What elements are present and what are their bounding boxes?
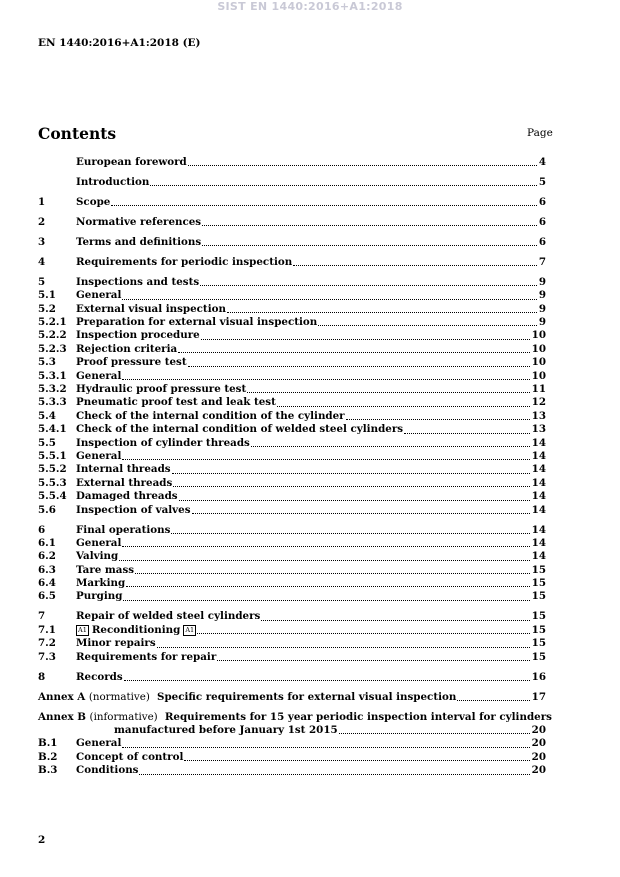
toc-entry-title-text: Minor repairs [76,637,156,650]
toc-entry[interactable] [38,383,546,396]
toc-entry-title [76,396,276,409]
toc-entry-page: 10 [531,342,546,355]
toc-entry-title [76,577,125,590]
toc-entry-title-text: Introduction [76,175,150,188]
toc-entry-title [76,176,149,189]
toc-entry-page: 14 [531,503,546,516]
toc-entry[interactable] [38,477,546,490]
toc-entry-title-text: General [76,449,122,462]
toc-entry[interactable] [38,316,546,329]
toc-entry[interactable] [38,490,546,503]
toc-entry-number: 5.5.3 [38,476,67,489]
toc-entry[interactable] [38,737,546,750]
toc-entry-title [76,550,118,563]
toc-entry-title [76,637,156,650]
toc-entry-page: 9 [538,302,546,315]
toc-entry-title-text: Requirements for periodic inspection [76,255,293,268]
toc-entry-title-text: Reconditioning [91,623,181,636]
toc-entry[interactable] [38,329,546,342]
toc-entry-title [76,537,121,550]
toc-entry-title-text: Records [76,670,123,683]
toc-entry[interactable] [38,550,546,563]
toc-entry-page: 4 [538,155,546,168]
toc-entry-title [76,463,171,476]
toc-entry-title [76,671,123,684]
dot-leader [123,600,529,601]
toc-entry-title-text: European foreword [76,155,187,168]
toc-entry-title [76,590,122,603]
toc-entry-title [76,329,200,342]
toc-entry[interactable] [38,651,546,664]
dot-leader [178,352,529,353]
dot-leader [179,500,530,501]
toc-entry-title-text: Proof pressure test [76,356,187,369]
toc-entry-annex-b-cont[interactable] [38,724,546,737]
toc-entry-title [76,196,110,209]
toc-entry-number: 5.6 [38,503,56,516]
dot-leader [227,312,537,313]
toc-entry-page: 20 [531,750,546,763]
dot-leader [139,774,529,775]
toc-entry-number: 5.5.2 [38,463,67,476]
toc-entry-number: 5.3.2 [38,383,67,396]
toc-entry-page: 9 [538,275,546,288]
toc-entry-title [76,764,138,777]
annex-b-entries [38,737,546,777]
toc-entry-number: 5 [38,275,46,288]
dot-leader [171,533,529,534]
toc-entry-title [76,490,178,503]
toc-entry-title-text: External threads [76,476,173,489]
toc-entry[interactable] [38,610,546,623]
dot-leader [251,446,530,447]
toc-entry-page: 20 [531,764,546,777]
dot-leader [247,392,529,393]
toc-entry-number: 5.5.1 [38,449,67,462]
toc-entry-number: 5.3.1 [38,369,67,382]
toc-entry-title [76,370,121,383]
dot-leader [122,299,536,300]
toc-entry-number: B.2 [38,750,58,763]
toc-entry-number: 7.1 [38,623,56,636]
table-of-contents [38,155,552,778]
toc-entry-title [76,651,216,664]
toc-entry-number: 6.2 [38,550,56,563]
toc-entry[interactable] [38,343,546,356]
toc-entry-number: 7.3 [38,650,56,663]
toc-entry-number: 5.3 [38,356,56,369]
toc-entry[interactable] [38,396,546,409]
toc-entry[interactable] [38,410,546,423]
toc-entry-title [76,437,250,450]
toc-entry-title [76,450,121,463]
toc-entry-number: 4 [38,255,46,268]
toc-entry[interactable] [38,524,546,537]
toc-entry-title-text: Damaged threads [76,490,178,503]
toc-entry[interactable] [38,356,546,369]
dot-leader [346,419,530,420]
dot-leader [122,379,529,380]
dot-leader [201,339,530,340]
toc-entry-page: 14 [531,523,546,536]
dot-leader [150,185,536,186]
toc-entry-page: 14 [531,449,546,462]
toc-entry-number: 7 [38,610,46,623]
toc-entry-title [76,737,121,750]
toc-entry[interactable] [38,671,546,684]
toc-entry-number: 5.4.1 [38,423,67,436]
page-number: 2 [38,834,46,846]
toc-entry[interactable] [38,156,546,169]
toc-entry-title-text: General [76,737,122,750]
annex-a-label: Annex A [38,690,86,703]
page-column-label: Page [527,127,553,139]
toc-entry-title-text: Inspection of cylinder threads [76,436,250,449]
toc-entry-number: 3 [38,235,46,248]
dot-leader [188,366,530,367]
toc-entry-title [76,216,201,229]
toc-entry-title-text: General [76,536,122,549]
toc-entry[interactable] [38,590,546,603]
annex-b-label: Annex B [38,710,86,723]
toc-entry-title [76,423,403,436]
toc-entry-title-text: Pneumatic proof test and leak test [76,396,276,409]
toc-entry-page: 14 [531,476,546,489]
dot-leader [172,473,530,474]
toc-entry[interactable] [38,176,546,189]
toc-entry[interactable] [38,370,546,383]
toc-entry-title-text: Check of the internal condition of the cylinder [76,409,345,422]
dot-leader [184,760,529,761]
toc-entry-page: 14 [531,550,546,563]
dot-leader [200,285,537,286]
toc-entry-title-text: Valving [76,550,119,563]
toc-entry-page: 7 [538,255,546,268]
dot-leader [404,433,530,434]
annex-a-page: 17 [531,690,546,703]
toc-entry-page: 20 [531,737,546,750]
standard-identifier: EN 1440:2016+A1:2018 (E) [38,37,201,49]
toc-entry-page: 15 [531,637,546,650]
toc-entry[interactable] [38,463,546,476]
toc-entry-title-text: General [76,369,122,382]
toc-entry-title-text: Hydraulic proof pressure test [76,383,247,396]
toc-entry-annex-a[interactable] [38,691,546,704]
toc-entry-title-text: General [76,289,122,302]
dot-leader [173,486,529,487]
toc-entry-page: 14 [531,463,546,476]
toc-entry-title [76,156,187,169]
toc-entry-annex-b[interactable] [38,710,552,724]
toc-entry-title [76,610,260,623]
toc-entry-title [76,383,246,396]
toc-entry-title-text: Concept of control [76,750,184,763]
dot-leader [339,733,530,734]
toc-entry[interactable] [38,504,546,517]
toc-entry[interactable] [38,764,546,777]
toc-entry-number: 6 [38,523,46,536]
toc-entry-number: 5.5.4 [38,490,67,503]
toc-entry[interactable] [38,303,546,316]
dot-leader [122,546,529,547]
toc-entry-number: B.1 [38,737,58,750]
dot-leader [122,459,529,460]
toc-entry[interactable] [38,577,546,590]
toc-entry[interactable] [38,256,546,269]
toc-entry-page: 6 [538,195,546,208]
annex-a-type: (normative) [88,690,150,703]
toc-entry-title [76,316,317,329]
toc-entry-page: 9 [538,289,546,302]
toc-entry-number: 6.5 [38,590,56,603]
toc-entry-title-text: Preparation for external visual inspection [76,316,318,329]
toc-entry-title [76,624,196,637]
toc-entry[interactable] [38,276,546,289]
dot-leader [124,680,530,681]
toc-entry-title-text: Inspection of valves [76,503,191,516]
dot-leader [293,265,537,266]
toc-entry-number: B.3 [38,764,58,777]
toc-entry-title [76,504,191,517]
toc-entry-page: 6 [538,215,546,228]
toc-entry-title-text: External visual inspection [76,302,226,315]
toc-entry-title [76,410,345,423]
toc-entry-title [76,256,292,269]
toc-entry[interactable] [38,216,546,229]
toc-entry-title [76,343,177,356]
toc-entry-title [76,276,199,289]
toc-entry-title-text: Repair of welded steel cylinders [76,610,261,623]
watermark: SIST EN 1440:2016+A1:2018 [217,0,403,13]
toc-entry-number: 5.2 [38,302,56,315]
toc-entry-page: 13 [531,423,546,436]
toc-entry[interactable] [38,196,546,209]
toc-entry-title-text: Tare mass [76,563,135,576]
toc-entry[interactable] [38,437,546,450]
toc-entry-page: 14 [531,490,546,503]
dot-leader [192,513,530,514]
toc-entry[interactable] [38,637,546,650]
toc-entry-title-text: Requirements for repair [76,650,217,663]
toc-entry-title [76,564,134,577]
toc-entry-page: 12 [531,396,546,409]
toc-entry-page: 5 [538,175,546,188]
toc-entry-number: 5.2.2 [38,329,67,342]
toc-entry-page: 13 [531,409,546,422]
dot-leader [277,406,530,407]
toc-entry-page: 10 [531,369,546,382]
toc-entry[interactable] [38,289,546,302]
dot-leader [202,225,537,226]
toc-entry-number: 6.4 [38,577,56,590]
annex-b-page: 20 [531,723,546,736]
toc-entries [38,156,546,684]
toc-entry[interactable] [38,450,546,463]
toc-entry-page: 9 [538,316,546,329]
toc-entry-number: 5.4 [38,409,56,422]
dot-leader [197,633,530,634]
toc-entry-title-text: Inspection procedure [76,329,200,342]
dot-leader [126,586,529,587]
toc-entry[interactable] [38,564,546,577]
toc-entry-page: 15 [531,563,546,576]
dot-leader [202,245,537,246]
toc-entry-title [76,751,183,764]
toc-entry-page: 6 [538,235,546,248]
annex-b-title-line1: Requirements for 15 year periodic inspection interval for cylinders [164,710,552,723]
toc-entry-title-text: Rejection criteria [76,342,178,355]
toc-entry-title [76,524,170,537]
toc-entry-page: 15 [531,590,546,603]
toc-entry-title [76,236,201,249]
toc-entry-page: 11 [531,383,546,396]
amendment-end-marker: A1 [185,626,195,635]
dot-leader [157,647,530,648]
annex-b-type: (informative) [89,710,158,723]
toc-entry-title-text: Final operations [76,523,171,536]
toc-entry-page: 15 [531,650,546,663]
toc-entry[interactable] [38,751,546,764]
toc-entry[interactable] [38,423,546,436]
toc-entry-page: 16 [531,670,546,683]
toc-entry-number: 6.3 [38,563,56,576]
toc-entry-title-text: Scope [76,195,111,208]
toc-entry-number: 1 [38,195,46,208]
dot-leader [111,205,537,206]
toc-entry-title-text: Internal threads [76,463,171,476]
toc-entry-title-text: Terms and definitions [76,235,202,248]
toc-entry[interactable] [38,537,546,550]
toc-entry[interactable] [38,624,546,637]
toc-entry-page: 14 [531,536,546,549]
dot-leader [457,700,529,701]
toc-entry-title-text: Inspections and tests [76,275,200,288]
toc-entry-title-text: Conditions [76,764,139,777]
toc-entry-title-text: Purging [76,590,123,603]
dot-leader [261,620,529,621]
annex-b-title-line2: manufactured before January 1st 2015 [114,723,338,736]
toc-entry-number: 5.2.1 [38,316,67,329]
toc-entry-page: 15 [531,623,546,636]
toc-entry[interactable] [38,236,546,249]
toc-entry-title-text: Check of the internal condition of welded steel cylinders [76,423,404,436]
toc-entry-page: 10 [531,329,546,342]
toc-entry-title-text: Normative references [76,215,202,228]
dot-leader [135,573,530,574]
toc-entry-number: 8 [38,670,46,683]
toc-entry-title-text: Marking [76,577,126,590]
toc-entry-title [76,303,226,316]
amendment-start-marker: A1 [78,626,87,635]
toc-entry-number: 7.2 [38,637,56,650]
toc-entry-page: 15 [531,577,546,590]
toc-entry-number: 2 [38,215,46,228]
dot-leader [119,560,529,561]
toc-entry-number: 5.3.3 [38,396,67,409]
annex-a-title: Specific requirements for external visual inspection [157,690,457,703]
toc-entry-title [76,477,172,490]
toc-entry-number: 5.1 [38,289,56,302]
toc-entry-title [76,289,121,302]
contents-heading: Contents [38,124,117,143]
toc-entry-number: 5.2.3 [38,342,67,355]
dot-leader [122,747,529,748]
dot-leader [318,325,537,326]
dot-leader [217,660,529,661]
toc-entry-page: 14 [531,436,546,449]
toc-entry-number: 5.5 [38,436,56,449]
toc-entry-page: 15 [531,610,546,623]
toc-entry-number: 6.1 [38,536,56,549]
dot-leader [188,165,537,166]
toc-entry-page: 10 [531,356,546,369]
toc-entry-title [76,356,187,369]
